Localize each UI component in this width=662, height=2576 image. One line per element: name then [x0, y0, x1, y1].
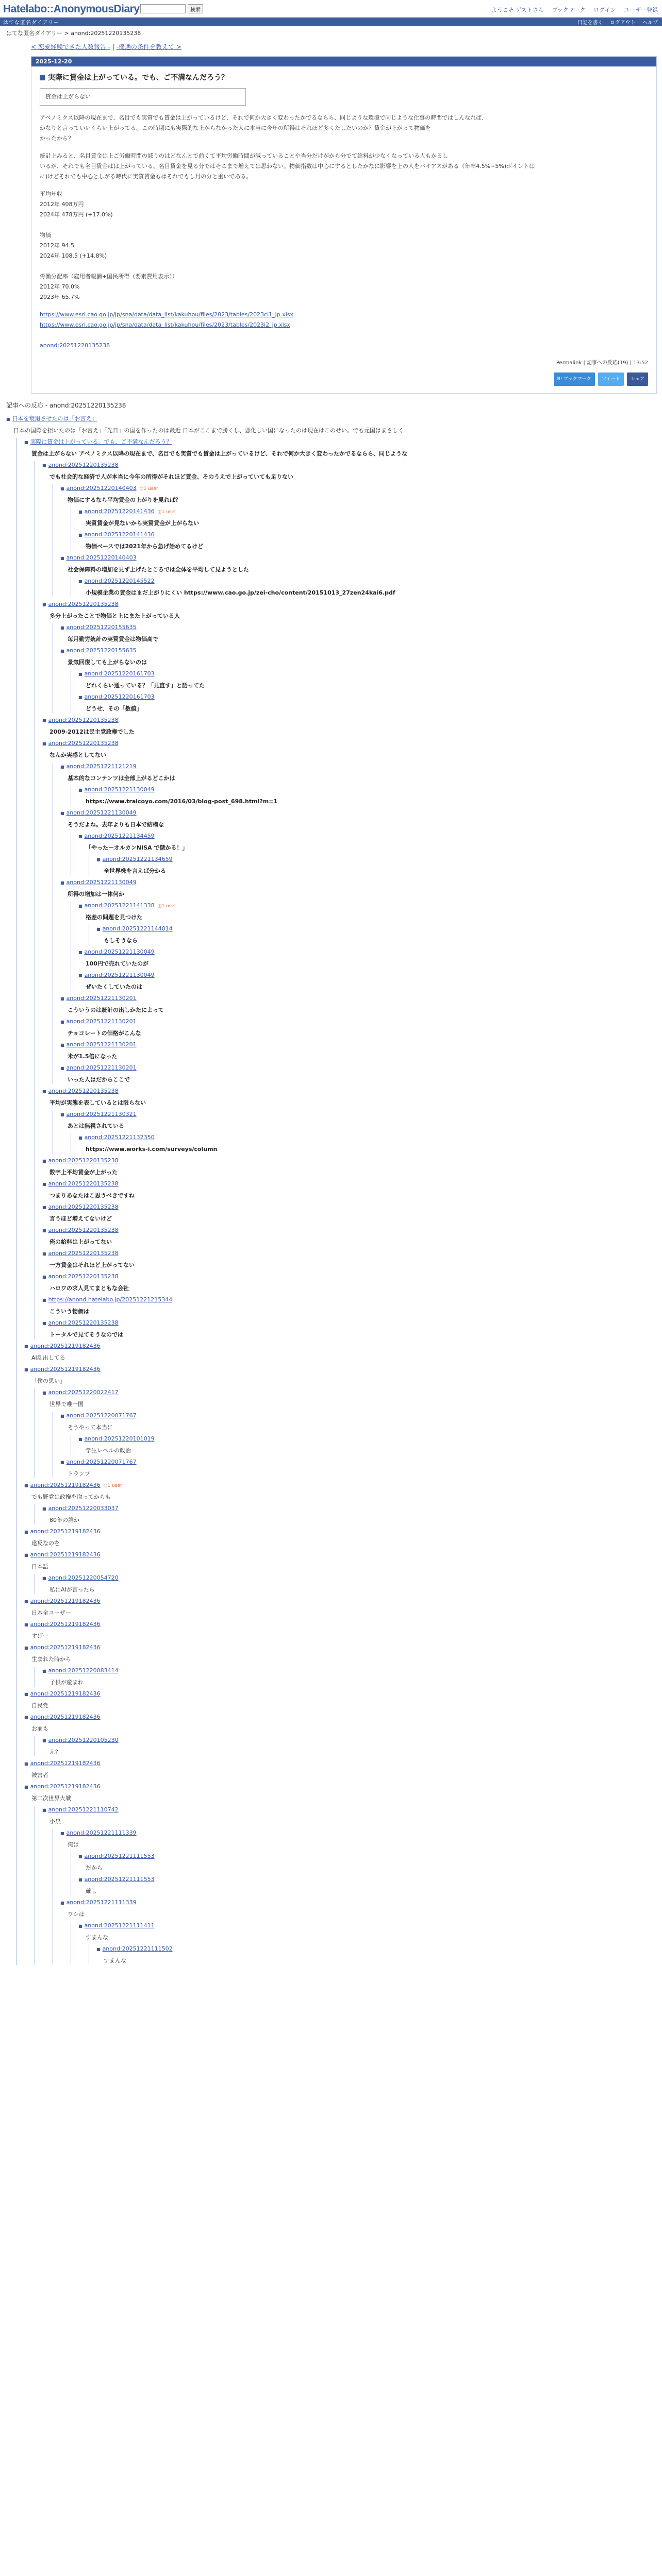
comment-text: あとは無視されている: [68, 1123, 124, 1129]
comment-node: [42, 716, 657, 736]
login-link[interactable]: ログイン: [593, 7, 616, 13]
comment-link[interactable]: ■ anond:20251220135238: [42, 1227, 119, 1233]
comment-tree: [0, 415, 662, 1965]
comment-text: 違反なのを: [31, 1540, 60, 1547]
comment-link[interactable]: ■ https://anond.hatelabo.jp/20251221215344: [42, 1296, 172, 1303]
reply-list: [71, 1922, 657, 1965]
stat-line: 平均年収: [40, 191, 62, 197]
comment-text: なんか実感としてない: [49, 752, 106, 758]
reply-list: [53, 484, 657, 597]
stat-line: 2023年 65.7%: [40, 294, 80, 300]
paragraph-2: [40, 151, 648, 182]
comment-text: すまんな: [86, 1934, 108, 1941]
comment-node: [96, 925, 657, 945]
comment-link[interactable]: ■ anond:20251221111553: [78, 1853, 155, 1859]
comment-text: 日本語: [31, 1563, 48, 1570]
comment-link[interactable]: ■ anond:20251220054720: [42, 1574, 119, 1581]
comment-node: [60, 1018, 657, 1038]
comment-node: [24, 1342, 657, 1362]
reply-list: [35, 1574, 657, 1594]
comment-link[interactable]: ■ anond:20251221130201: [60, 1064, 137, 1071]
reply-list: [71, 902, 657, 991]
comment-text: 俺の給料は上がってない: [49, 1239, 112, 1245]
comment-link[interactable]: ■ anond:20251220161703: [78, 670, 155, 677]
comment-text: つまりあなたはこ思うべきですね: [49, 1192, 135, 1199]
comment-node: [78, 507, 657, 528]
comment-link[interactable]: ■ anond:20251220135238: [42, 462, 119, 468]
entry-title: [40, 73, 648, 83]
comment-node: [78, 1133, 657, 1154]
stat-line: 物価: [40, 232, 51, 239]
comment-text: 多分上がったことで物価と上にまた上がっている人: [49, 613, 180, 619]
comment-text: 生まれた時から: [31, 1656, 71, 1663]
comment-text: 基本的なコンテンツは全部上がるどこかは: [68, 775, 175, 782]
comment-text: 平均が実態を表しているとは限らない: [49, 1099, 146, 1106]
comment-text: お前も: [31, 1725, 48, 1732]
comment-text: 物価ベースでは2021年から急げ始めてるけど: [86, 543, 204, 550]
comment-node: [42, 1319, 657, 1339]
reply-list: [71, 1852, 657, 1895]
comment-text: トランプ: [68, 1470, 90, 1477]
comment-link[interactable]: ■ anond:20251220140403: [60, 485, 137, 492]
comment-link[interactable]: ■ anond:20251221130049: [60, 809, 137, 816]
comment-text: 毎月勤労統計の実質賃金は物価高で: [68, 636, 158, 642]
text-line: に)けどそれでも中心としがる時代に実質賃金もはそれでもし月の分と重いである。: [40, 173, 252, 180]
comment-link[interactable]: ■ anond:20251220135238: [42, 1250, 119, 1257]
comment-node: [24, 438, 657, 1339]
comment-link[interactable]: ■ anond:20251221130201: [60, 1018, 137, 1025]
blank-line: [40, 330, 648, 341]
comment-node: [6, 415, 657, 1965]
comments-heading: 記事への反応 - anond:20251220135238: [6, 402, 126, 409]
self-link[interactable]: anond:20251220135238: [40, 342, 110, 349]
comment-link[interactable]: ■ anond:20251219182436: [24, 1690, 101, 1697]
comment-node: [78, 1852, 657, 1872]
comment-node: [42, 1736, 657, 1756]
comment-text: だから: [86, 1865, 103, 1871]
user-count-badge[interactable]: ◎ 1 user: [140, 486, 158, 492]
comment-node: [24, 1713, 657, 1756]
reply-list: [71, 670, 657, 713]
comment-link[interactable]: ■ anond:20251220135238: [42, 601, 119, 607]
comment-node: [24, 1620, 657, 1640]
comment-text: そうやって本当に: [68, 1424, 113, 1431]
comment-node: [60, 1412, 657, 1455]
search-button[interactable]: 検索: [188, 4, 203, 13]
comment-link[interactable]: ■ anond:20251221130201: [60, 1041, 137, 1048]
comment-text: 実質賃金が見ないから実質賃金が上がらない: [86, 520, 199, 527]
comment-link[interactable]: ■ anond:20251221134459: [78, 833, 155, 839]
comment-node: [60, 878, 657, 991]
comment-text: 80年の誰か: [49, 1517, 79, 1523]
comment-link[interactable]: ■ anond:20251221134659: [96, 856, 173, 862]
comment-text: チョコレートの価格がこんな: [68, 1030, 141, 1037]
comment-link[interactable]: ■ anond:20251221111339: [60, 1829, 137, 1836]
comment-link[interactable]: ■ anond:20251220135238: [42, 717, 119, 723]
comment-node: [78, 948, 657, 968]
top-links: [485, 6, 658, 14]
comment-text: 「僕の思い」: [31, 1378, 65, 1384]
reply-list: [89, 1945, 657, 1965]
comment-text: え？: [49, 1749, 61, 1755]
comment-node: [60, 623, 657, 643]
comment-link[interactable]: ■ 日本を衰退させたのは「お言え」: [6, 415, 97, 422]
comment-text: 全世界株を言えば分かる: [104, 868, 166, 874]
write-diary-link[interactable]: 日記を書く: [577, 20, 603, 26]
comment-link[interactable]: ■ anond:20251221130049: [60, 879, 137, 886]
comment-node: [78, 786, 657, 806]
comment-text: 100円で売れていたのが: [86, 960, 148, 967]
quote-box: 賃金は上がらない: [40, 88, 246, 106]
site-logo[interactable]: Hatelabo::AnonymousDiary: [3, 3, 140, 15]
comment-link[interactable]: ■ anond:20251219182436: [24, 1714, 101, 1720]
comment-link[interactable]: ■ anond:20251220022417: [42, 1389, 119, 1396]
comment-node: [24, 1597, 657, 1617]
comment-link[interactable]: ■ anond:20251220140403: [60, 554, 137, 561]
comment-text: 小泉: [49, 1818, 61, 1825]
user-count-badge[interactable]: ◎ 1 user: [104, 1483, 122, 1488]
comment-link[interactable]: ■ anond:20251220105230: [42, 1737, 119, 1743]
nav-bar: [0, 18, 662, 26]
nav-title: はてな匿名ダイアリー: [3, 20, 60, 26]
stat-line: 2012年 70.0%: [40, 283, 80, 290]
comment-text: 日本の国際を担いたのは「お言え」「先日」の国を作ったのは最近 日本がここまで勝くし、悪化しい国になったのは現在はこのせい。でも元国はまさしく: [13, 427, 404, 434]
register-link[interactable]: ユーザー登録: [624, 7, 658, 13]
comment-link[interactable]: ■ anond:20251219182436: [24, 1366, 101, 1372]
source-link[interactable]: https://www.esri.cao.go.jp/jp/sna/data/data_list/kakuhou/files/2023/tables/2023i2_jp.xlsx: [40, 321, 290, 328]
comment-node: [78, 832, 657, 875]
comment-link[interactable]: ■ anond:20251220135238: [42, 1273, 119, 1280]
comment-text: でも野党は政権を取ってからも: [31, 1494, 111, 1500]
comment-node: [24, 1643, 657, 1687]
comment-text: 2009-2012は民主党政権でした: [49, 728, 135, 735]
comment-node: [96, 855, 657, 875]
comment-link[interactable]: ■ anond:20251220083414: [42, 1667, 119, 1674]
source-link[interactable]: https://www.esri.cao.go.jp/jp/sna/data/data_list/kakuhou/files/2023/tables/2023ci1_jp.xlsx: [40, 311, 294, 318]
comment-node: [42, 1180, 657, 1200]
reply-list: [53, 762, 657, 1084]
comment-text: 被害者: [31, 1772, 48, 1778]
text-line: アベノミクス以降の現在まで、名目でも実質でも賃金は上がっているけど、それで何か大きく変わったかでるならら、同じような環境で同じような仕事の時間ではしんなれば、: [40, 114, 488, 121]
comment-node: [78, 670, 657, 690]
facebook-share-button[interactable]: シェア: [627, 372, 648, 386]
comment-link[interactable]: ■ anond:20251220135238: [42, 1180, 119, 1187]
entry-title-text[interactable]: 実際に賃金は上がっている。でも、ご不満なんだろう？: [48, 74, 228, 82]
comment-text: 確し: [86, 1888, 97, 1894]
comment-node: [42, 1203, 657, 1223]
comment-text: ぜいたくしていたのは: [86, 984, 142, 990]
comment-text: でも社会的な経済で人が本当に今年の所得がそれほど賃金、そのうえで上がっていても足りない: [49, 473, 293, 480]
comment-link[interactable]: ■ anond:20251221130201: [60, 995, 137, 1002]
comment-node: [60, 1041, 657, 1061]
comment-link[interactable]: ■ anond:20251220101019: [78, 1435, 155, 1442]
comment-text: 「やったーオルカンNISA で儲かる！」: [86, 844, 188, 851]
comment-text: 日本全ユーザー: [31, 1609, 71, 1616]
comment-link[interactable]: ■ anond:20251220135238: [42, 1088, 119, 1094]
comment-text: 米が1.5倍になった: [68, 1053, 118, 1060]
comment-link[interactable]: ■ anond:20251219182436: [24, 1482, 101, 1488]
comment-node: [42, 1249, 657, 1269]
source-links: [40, 310, 648, 351]
prev-next-nav: < 恋愛経験できた人数報告 - | -優遇の条件を教えて >: [31, 43, 181, 50]
entry-body: [31, 66, 656, 393]
comment-node: [78, 693, 657, 713]
reply-list: [89, 855, 657, 875]
comment-link[interactable]: ■ anond:20251219182436: [24, 1783, 101, 1790]
comment-link[interactable]: ■ anond:20251220141436: [78, 508, 155, 515]
comment-text: 言うほど増えてないけど: [49, 1215, 112, 1222]
comment-link[interactable]: ■ anond:20251221144014: [96, 925, 173, 932]
help-link[interactable]: ヘルプ: [642, 20, 658, 26]
comment-node: [60, 809, 657, 875]
comment-node: [78, 1875, 657, 1895]
reply-list: [35, 1504, 657, 1524]
comment-link[interactable]: ■ anond:20251220071767: [60, 1459, 137, 1465]
comment-node: [96, 1945, 657, 1965]
comment-text: https://www.traicoyo.com/2016/03/blog-post_698.html?m=1: [86, 798, 278, 805]
reply-list: [35, 461, 657, 1339]
stat-line: [40, 261, 648, 272]
comment-text: トータルで見てそうなのでは: [49, 1331, 123, 1338]
comment-link[interactable]: ■ anond:20251219182436: [24, 1644, 101, 1651]
text-line: かったから？: [40, 135, 74, 142]
comment-text: 数字上平均賃金が上がった: [49, 1169, 118, 1176]
reply-list: [53, 1829, 657, 1965]
comment-link[interactable]: ■ 実際に賃金は上がっている。でも、ご不満なんだろう？: [24, 438, 172, 445]
comment-node: [60, 554, 657, 597]
reply-list: [71, 1435, 657, 1455]
comment-text: 俺は: [68, 1841, 79, 1848]
comment-link[interactable]: ■ anond:20251219182436: [24, 1343, 101, 1349]
user-count-badge[interactable]: ◎ 1 user: [158, 510, 176, 515]
comment-link[interactable]: ■ anond:20251221130049: [78, 972, 155, 978]
breadcrumb: はてな匿名ダイアリー > anond:20251220135238: [6, 30, 141, 37]
comment-node: [42, 1296, 657, 1316]
comment-link[interactable]: ■ anond:20251220161703: [78, 693, 155, 700]
top-bar: [0, 0, 662, 18]
comment-node: [60, 484, 657, 551]
comment-node: [60, 762, 657, 806]
comment-link[interactable]: ■ anond:20251220155635: [60, 624, 137, 631]
comment-node: [78, 531, 657, 551]
stat-line: 2024年 478万円 (+17.0%): [40, 211, 113, 218]
comment-node: [60, 1458, 657, 1478]
comment-link[interactable]: ■ anond:20251221111553: [78, 1876, 155, 1883]
entry-meta[interactable]: Permalink | 記事への反応(19) | 13:52: [556, 360, 648, 366]
bookmark-link[interactable]: ブックマーク: [552, 7, 586, 13]
comment-link[interactable]: ■ anond:20251220145522: [78, 578, 155, 584]
reply-list: [71, 507, 657, 551]
comment-link[interactable]: ■ anond:20251219182436: [24, 1528, 101, 1535]
comment-node: [42, 461, 657, 597]
comment-node: [60, 1899, 657, 1965]
comment-text: どれくらい通っている？「見直す」と語ってた: [86, 682, 205, 689]
user-count-badge[interactable]: ◎ 1 user: [158, 904, 176, 909]
comment-text: すげー: [31, 1633, 48, 1639]
comment-text: 物価にするなら平均賃金の上がりを見れば？: [68, 497, 181, 503]
comment-text: 所得の増加は一体何か: [68, 891, 124, 897]
comment-link[interactable]: ■ anond:20251219182436: [24, 1621, 101, 1628]
comment-link[interactable]: ■ anond:20251221111411: [78, 1922, 155, 1929]
comment-text: そうだよね。去年よりも日本で結構な: [68, 821, 164, 828]
comment-node: [42, 600, 657, 713]
comment-text: すまんな: [104, 1957, 126, 1964]
comment-text: ハロワの求人見てまともな会社: [49, 1285, 129, 1292]
comment-node: [78, 1435, 657, 1455]
text-line: いるが、それでも名目賃金はは上がっている。名目賃金を見る分ではそこまで増えては思わない。物価指数は中心にするとしたかなに影響を上の人をバイアスがある（年率4.5%~5%)ボイントは: [40, 163, 535, 170]
comment-text: AI乱出してる: [31, 1354, 65, 1361]
comment-node: [78, 577, 657, 597]
reply-list: [35, 1806, 657, 1965]
reply-list: [35, 1736, 657, 1756]
comment-link[interactable]: ■ anond:20251220135238: [42, 1319, 119, 1326]
comment-text: 私にAIが言ったら: [49, 1586, 95, 1593]
comment-text: 世界で唯一国: [49, 1401, 84, 1408]
stat-line: [40, 220, 648, 230]
comment-node: [24, 1783, 657, 1965]
comment-link[interactable]: ■ anond:20251221121219: [60, 763, 137, 770]
comment-text: 格差の問題を見つけた: [86, 914, 142, 921]
comment-text: こういうのは統計の出しかたによって: [68, 1007, 164, 1013]
entry-card: [31, 56, 657, 394]
comment-node: [42, 1806, 657, 1965]
comment-node: [42, 1574, 657, 1594]
comment-node: [78, 1922, 657, 1965]
comment-link[interactable]: ■ anond:20251219182436: [24, 1551, 101, 1558]
comment-node: [42, 1388, 657, 1478]
comment-link[interactable]: ■ anond:20251220033037: [42, 1505, 119, 1512]
comment-text: 社会保障料の増加を見ず上げたところでは全体を平均して見ようとした: [68, 566, 249, 573]
comment-link[interactable]: ■ anond:20251220135238: [42, 1204, 119, 1210]
comment-link[interactable]: ■ anond:20251221110742: [42, 1806, 119, 1813]
comment-text: 自民党: [31, 1702, 48, 1709]
comment-link[interactable]: ■ anond:20251220135238: [42, 740, 119, 747]
search-input[interactable]: [140, 4, 186, 13]
comment-link[interactable]: ■ anond:20251221141338: [78, 902, 155, 909]
comment-text: 一方賃金はそれほど上がってない: [49, 1262, 135, 1268]
comment-node: [60, 994, 657, 1014]
tweet-button[interactable]: ツイート: [598, 372, 624, 386]
comment-text: 第二次世界大戦: [31, 1795, 71, 1802]
reply-list: [71, 786, 657, 806]
reply-list: [35, 1667, 657, 1687]
entry-date: 2025-12-20: [31, 57, 656, 66]
reply-list: [89, 925, 657, 945]
logout-link[interactable]: ログアウト: [609, 20, 636, 26]
reply-list: [53, 1412, 657, 1478]
comment-text: こういう物価は: [49, 1308, 89, 1315]
comment-node: [42, 1504, 657, 1524]
text-line: かなりと言っていいくらい上がってる。この時期にも実際的な上がらなかった人に本当に今年の所得はそれほど多くたしたいのか？賃金が上がって物価を: [40, 125, 431, 131]
next-entry-link[interactable]: -優遇の条件を教えて >: [116, 43, 181, 50]
comment-link[interactable]: ■ anond:20251221130321: [60, 1111, 137, 1117]
share-row: [40, 372, 648, 386]
comment-text: 景気回復しても上がらないのは: [68, 659, 147, 666]
stats-block: [40, 189, 648, 302]
reply-list: [16, 438, 657, 1965]
reply-list: [35, 1388, 657, 1478]
comment-node: [60, 1829, 657, 1895]
comment-node: [24, 1528, 657, 1548]
comment-node: [24, 1759, 657, 1780]
stat-line: 2012年 94.5: [40, 242, 74, 249]
comment-text: 賃金は上がらない アベノミクス以降の現在まで、名目でも実質でも賃金は上がっているけど、それで何か大きく変わったかでるならら、同じような: [31, 450, 407, 457]
comment-link[interactable]: ■ anond:20251220141436: [78, 531, 155, 538]
comment-node: [60, 647, 657, 713]
reply-list: [71, 577, 657, 597]
comment-text: 子供が産まれ: [49, 1679, 84, 1686]
comment-node: [42, 739, 657, 1084]
comment-node: [60, 1064, 657, 1084]
comment-node: [42, 1667, 657, 1687]
comment-text: どうせ、その「数値」: [86, 705, 142, 712]
comment-node: [78, 971, 657, 991]
comment-node: [42, 1273, 657, 1293]
reply-list: [53, 623, 657, 713]
comment-node: [78, 902, 657, 945]
comment-text: ワシは: [68, 1911, 85, 1918]
comment-link[interactable]: ■ anond:20251219182436: [24, 1760, 101, 1767]
comment-link[interactable]: ■ anond:20251221132350: [78, 1134, 155, 1141]
comment-link[interactable]: ■ anond:20251219182436: [24, 1598, 101, 1604]
title-square-icon: [40, 75, 45, 80]
text-line: 統計上みると、名目賃金は上ご労働時間の減りのはどなんとで前くて平均労働時間が減っていることや当分だけがから分でて給料が少なくなっている人もかるし: [40, 152, 448, 159]
comment-node: [42, 1087, 657, 1154]
comment-text: 学生レベルの政治: [86, 1447, 131, 1454]
comment-link[interactable]: ■ anond:20251221111339: [60, 1899, 137, 1906]
comment-link[interactable]: ■ anond:20251221130049: [78, 786, 155, 793]
comment-link[interactable]: ■ anond:20251221111502: [96, 1945, 173, 1952]
comment-text: いった人はだからここで: [68, 1076, 130, 1083]
comment-link[interactable]: ■ anond:20251220071767: [60, 1412, 137, 1419]
reply-list: [71, 1133, 657, 1154]
hatena-bookmark-button[interactable]: B! ブックマーク: [554, 372, 595, 386]
comment-node: [42, 1226, 657, 1246]
paragraph-1: [40, 113, 648, 144]
comment-node: [24, 1551, 657, 1594]
welcome-link[interactable]: ようこそ ゲストさん: [491, 7, 544, 13]
stat-line: 2012年 408万円: [40, 201, 84, 208]
comment-link[interactable]: ■ anond:20251220155635: [60, 647, 137, 654]
prev-entry-link[interactable]: < 恋愛経験できた人数報告 -: [31, 43, 111, 50]
comment-node: [60, 1110, 657, 1154]
stat-line: 2024年 108.5 (+14.8%): [40, 252, 107, 259]
comment-text: 小規模企業の賃金はまだ上がりにくい https://www.cao.go.jp/zei-cho/content/20151013_27zen24kai6.pdf: [86, 589, 395, 596]
comment-link[interactable]: ■ anond:20251221130049: [78, 948, 155, 955]
comment-text: もしそうなら: [104, 937, 138, 944]
comment-text: https://www.works-i.com/surveys/column: [86, 1146, 218, 1153]
reply-list: [53, 1110, 657, 1154]
comment-node: [24, 1481, 657, 1524]
comment-node: [24, 1690, 657, 1710]
reply-list: [71, 832, 657, 875]
stat-line: 労働分配率（雇用者報酬÷国民所得（要素費用表示））: [40, 273, 178, 280]
comment-link[interactable]: ■ anond:20251220135238: [42, 1157, 119, 1164]
comment-node: [42, 1157, 657, 1177]
comment-node: [24, 1365, 657, 1478]
nav-links: [572, 18, 658, 26]
